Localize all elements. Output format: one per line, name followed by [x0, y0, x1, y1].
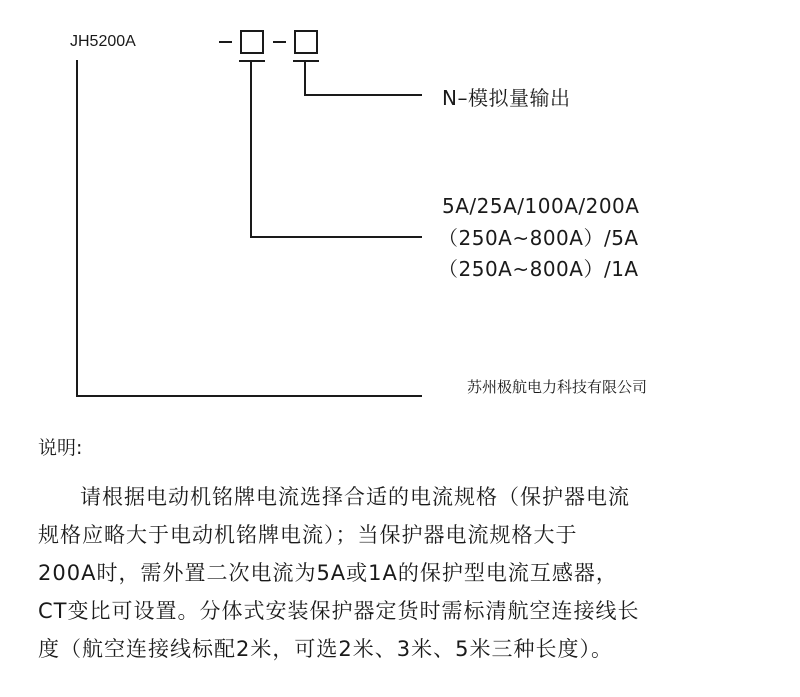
- model-name: JH5200A: [70, 33, 136, 50]
- current-spec-3: （250A~800A）/1A: [438, 257, 639, 281]
- notes-line-3: 200A时，需外置二次电流为5A或1A的保护型电流互感器，: [38, 561, 618, 585]
- leader-current-spec: [251, 61, 422, 237]
- code-box-2: [295, 31, 317, 53]
- current-spec-1: 5A/25A/100A/200A: [442, 194, 640, 218]
- notes-paragraph: [38, 478, 778, 668]
- notes-line-5: 度（航空连接线标配2米，可选2米、3米、5米三种长度）。: [38, 637, 613, 661]
- option-analog-output: N–模拟量输出: [442, 86, 571, 110]
- notes-label: 说明:: [38, 437, 83, 459]
- notes-line-2: 规格应略大于电动机铭牌电流）；当保护器电流规格大于: [38, 523, 578, 547]
- company-name: 苏州极航电力科技有限公司: [467, 378, 648, 396]
- leader-company: [77, 60, 422, 396]
- notes-line-1: 请根据电动机铭牌电流选择合适的电流规格（保护器电流: [80, 485, 630, 509]
- current-spec-2: （250A~800A）/5A: [438, 226, 639, 250]
- code-box-1: [241, 31, 263, 53]
- notes-line-4: CT变比可设置。分体式安装保护器定货时需标清航空连接线长: [38, 599, 640, 623]
- leader-analog-output: [305, 61, 422, 95]
